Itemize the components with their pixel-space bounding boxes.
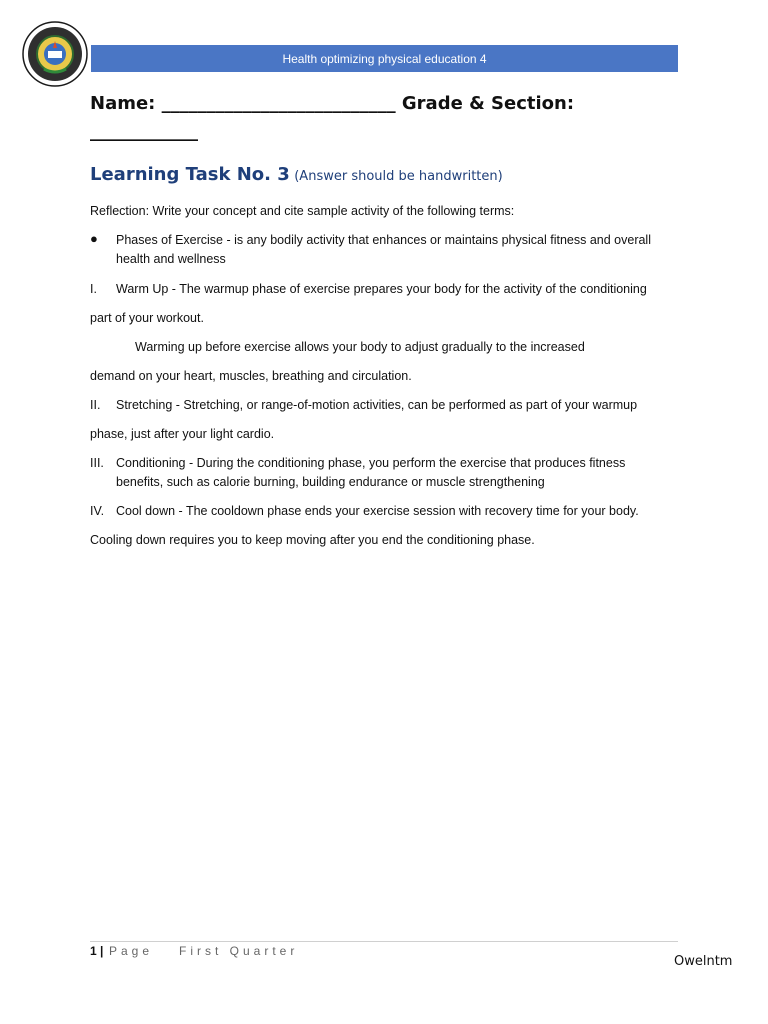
name-grade-section-line bbox=[90, 90, 690, 146]
stretching-line-2: phase, just after your light cardio. bbox=[90, 427, 275, 441]
intro-text: Reflection: Write your concept and cite sample activity of the following terms: bbox=[90, 204, 515, 218]
footer-page-number: 1 | bbox=[90, 944, 104, 958]
warmup-line-2: part of your workout. bbox=[90, 311, 204, 325]
task-heading bbox=[90, 164, 503, 185]
conditioning-marker: III. bbox=[90, 456, 104, 470]
bullet-icon: ● bbox=[90, 231, 98, 246]
footer-author: Owelntm bbox=[674, 954, 733, 969]
cooldown-marker: IV. bbox=[90, 504, 105, 518]
bullet-line-2: health and wellness bbox=[116, 252, 226, 266]
section-field-blank: ____________ bbox=[90, 121, 198, 142]
conditioning-line-1: Conditioning - During the conditioning phase, you perform the exercise that produces fitness bbox=[116, 456, 626, 470]
warmup-line-4: demand on your heart, muscles, breathing and circulation. bbox=[90, 369, 412, 383]
footer-quarter: First Quarter bbox=[179, 944, 299, 958]
task-note: (Answer should be handwritten) bbox=[294, 169, 503, 184]
footer-divider bbox=[90, 941, 678, 942]
header-banner bbox=[91, 45, 678, 72]
cooldown-line-1: Cool down - The cooldown phase ends your exercise session with recovery time for your body. bbox=[116, 504, 639, 518]
name-field-label: Name: __________________________ Grade & Section: bbox=[90, 93, 575, 114]
conditioning-line-2: benefits, such as calorie burning, building endurance or muscle strengthening bbox=[116, 475, 545, 489]
header-title: Health optimizing physical education 4 bbox=[282, 51, 487, 66]
footer-page-label: Page bbox=[109, 944, 154, 958]
school-seal-logo bbox=[22, 21, 88, 87]
task-title: Learning Task No. 3 bbox=[90, 164, 290, 185]
warmup-line-3: Warming up before exercise allows your body to adjust gradually to the increased bbox=[135, 340, 585, 354]
bullet-line-1: Phases of Exercise - is any bodily activity that enhances or maintains physical fitness and overall bbox=[116, 233, 651, 247]
warmup-line-1: Warm Up - The warmup phase of exercise prepares your body for the activity of the conditioning bbox=[116, 282, 647, 296]
stretching-marker: II. bbox=[90, 398, 101, 412]
warmup-marker: I. bbox=[90, 282, 97, 296]
stretching-line-1: Stretching - Stretching, or range-of-motion activities, can be performed as part of your warmup bbox=[116, 398, 638, 412]
cooldown-line-2: Cooling down requires you to keep moving after you end the conditioning phase. bbox=[90, 533, 535, 547]
